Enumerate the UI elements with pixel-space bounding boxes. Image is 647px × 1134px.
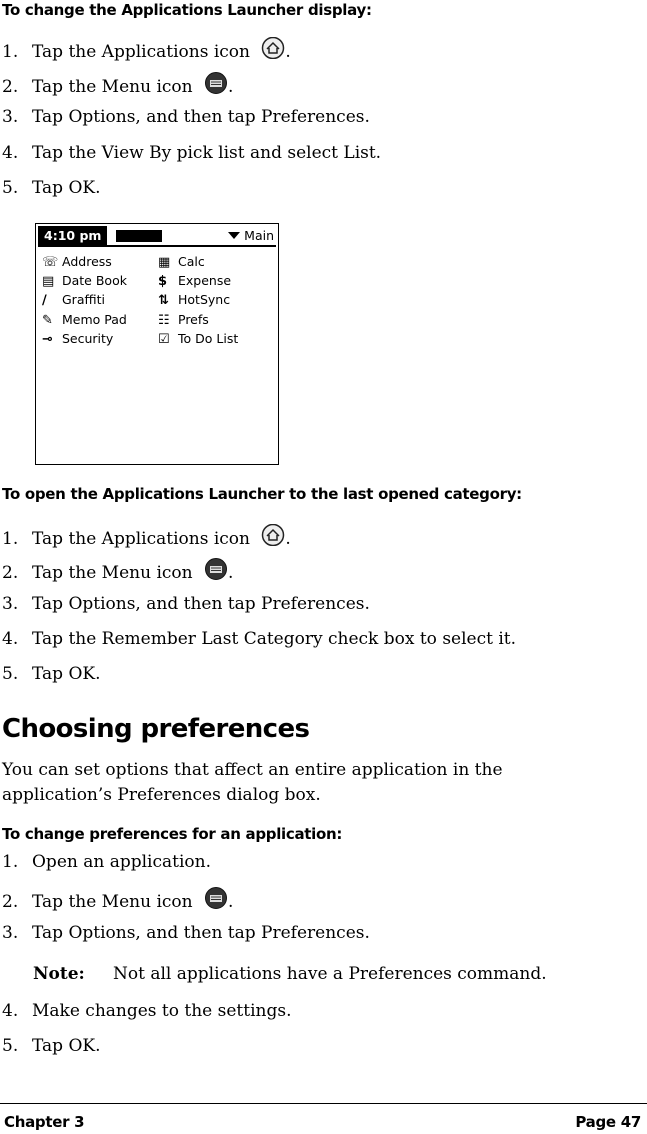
battery-gauge (116, 230, 162, 242)
app-memo-pad[interactable]: ✎ Memo Pad (42, 312, 127, 328)
step: 3. Tap Options, and then tap Preferences. (2, 923, 370, 943)
app-expense[interactable]: $ Expense (158, 273, 232, 289)
clock-tab: 4:10 pm (38, 226, 107, 246)
procedure-heading: To change the Applications Launcher display: (2, 1, 372, 19)
to-do-list-icon: ☑ (158, 332, 170, 347)
applications-icon (261, 524, 285, 546)
prefs-icon: ☷ (158, 313, 170, 328)
category-picklist[interactable]: Main (228, 227, 274, 245)
step: 4. Make changes to the settings. (2, 1001, 292, 1021)
hotsync-icon: ⇅ (158, 293, 169, 308)
title-underline (38, 245, 276, 247)
date-book-icon: ▤ (42, 274, 55, 289)
step: 4. Tap the Remember Last Category check box to select it. (2, 629, 517, 649)
app-to-do-list[interactable]: ☑ To Do List (158, 331, 239, 347)
step: 3. Tap Options, and then tap Preferences. (2, 594, 370, 614)
app-security[interactable]: ⊸ Security (42, 331, 114, 347)
step: 1. Open an application. (2, 852, 212, 872)
note-text: Not all applications have a Preferences command. (113, 964, 547, 984)
memo-pad-icon: ✎ (42, 313, 53, 328)
note (33, 964, 547, 984)
picklist-arrow-icon (228, 232, 240, 239)
applications-icon (261, 37, 285, 59)
page-footer (0, 1103, 647, 1131)
step: 5. Tap OK. (2, 178, 101, 198)
procedure-heading: To open the Applications Launcher to the last opened category: (2, 485, 522, 503)
menu-icon (204, 887, 228, 909)
address-icon: ☏ (42, 255, 59, 270)
page-number: Page 47 (575, 1113, 641, 1131)
menu-icon (204, 558, 228, 580)
step: 3. Tap Options, and then tap Preferences. (2, 107, 370, 127)
step: 4. Tap the View By pick list and select List. (2, 143, 382, 163)
procedure-heading: To change preferences for an application: (2, 825, 343, 843)
chapter-label: Chapter 3 (4, 1113, 85, 1131)
step: 1. Tap the Applications icon . (2, 524, 291, 549)
step: 5. Tap OK. (2, 664, 101, 684)
app-graffiti[interactable]: ∕ Graffiti (42, 292, 105, 308)
step: 2. Tap the Menu icon . (2, 887, 233, 912)
graffiti-icon: ∕ (42, 293, 47, 308)
step: 2. Tap the Menu icon . (2, 72, 233, 97)
title-bar (38, 226, 276, 246)
app-date-book[interactable]: ▤ Date Book (42, 273, 127, 289)
calc-icon: ▦ (158, 255, 171, 270)
app-hotsync[interactable]: ⇅ HotSync (158, 292, 231, 308)
expense-icon: $ (158, 274, 168, 289)
menu-icon (204, 72, 228, 94)
intro-paragraph: You can set options that affect an entire application in the application’s Preferences dialog box. (2, 760, 503, 805)
note-label: Note: (33, 964, 85, 984)
step: 5. Tap OK. (2, 1036, 101, 1056)
app-prefs[interactable]: ☷ Prefs (158, 312, 209, 328)
step: 1. Tap the Applications icon . (2, 37, 291, 62)
palm-launcher-screenshot (35, 223, 279, 465)
step: 2. Tap the Menu icon . (2, 558, 233, 583)
app-address[interactable]: ☏ Address (42, 254, 112, 270)
security-key-icon: ⊸ (42, 332, 53, 347)
section-title: Choosing preferences (2, 714, 310, 744)
app-calc[interactable]: ▦ Calc (158, 254, 205, 270)
